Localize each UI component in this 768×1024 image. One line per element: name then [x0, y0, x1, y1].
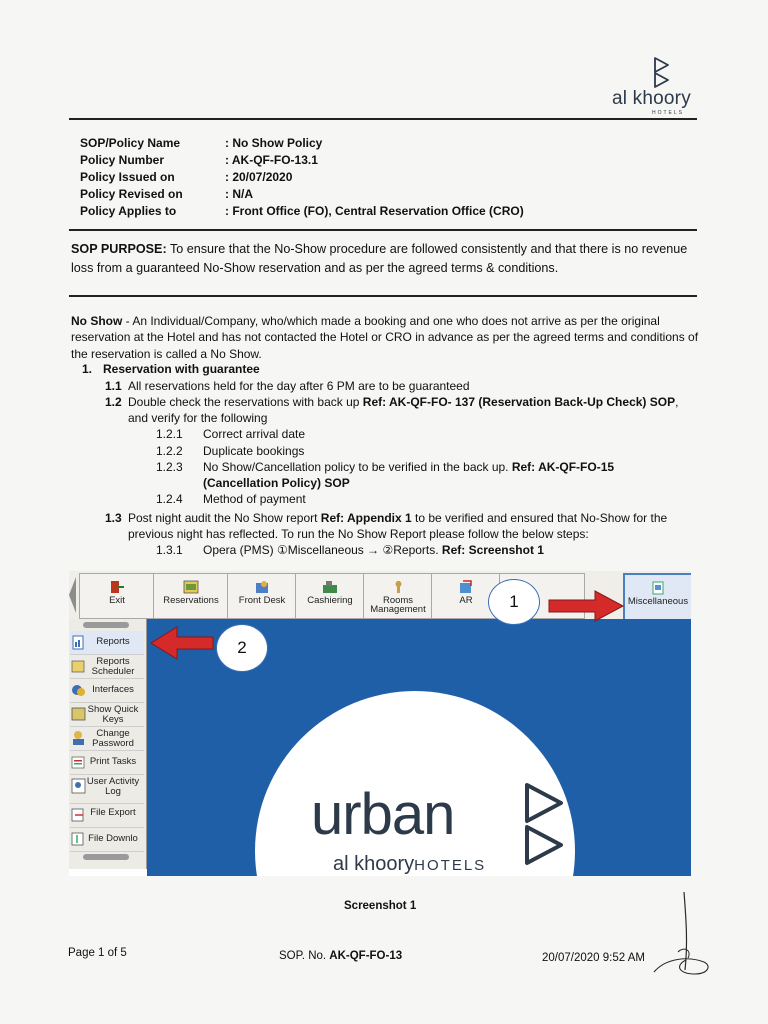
policy-label: Policy Issued on: [80, 170, 175, 184]
policy-value: : 20/07/2020: [225, 170, 293, 184]
sidebar-item-reports-scheduler[interactable]: Reports Scheduler: [70, 655, 144, 679]
step-number: 1.1: [105, 379, 122, 393]
brand-mark-icon: [517, 781, 577, 876]
substep-number: 1.2.3: [156, 460, 183, 474]
substep-text: Opera (PMS) ①Miscellaneous → ②Reports. Ref: Screenshot 1: [203, 543, 544, 557]
policy-value: : Front Office (FO), Central Reservation Office (CRO): [225, 204, 524, 218]
step-text-cont: previous night has reflected. To run the No Show Report please follow the below steps:: [128, 527, 589, 541]
substep-number: 1.2.1: [156, 427, 183, 441]
opera-pms-screenshot: [69, 571, 691, 876]
substep-reference: Ref: AK-QF-FO-15: [511, 460, 615, 474]
step-text: All reservations held for the day after 6 PM are to be guaranteed: [128, 379, 470, 393]
callout-badge-1: 1: [488, 579, 540, 625]
sidebar-item-interfaces[interactable]: Interfaces: [70, 679, 144, 703]
sidebar-item-file-download[interactable]: File Downlo: [70, 828, 144, 852]
substep-text: Duplicate bookings: [203, 444, 305, 458]
policy-label: Policy Number: [80, 153, 165, 167]
divider: [69, 295, 697, 297]
step-text-cont: and verify for the following: [128, 411, 268, 425]
toolbar-rooms-management-button[interactable]: Rooms Management: [363, 573, 433, 619]
cashiering-icon: [322, 580, 338, 594]
section-heading: 1.: [82, 362, 93, 376]
definition-term: No Show: [71, 314, 123, 328]
print-datetime: 20/07/2020 9:52 AM: [542, 952, 645, 964]
substep-text: Method of payment: [203, 492, 306, 506]
step-text: Double check the reservations with back up Ref: AK-QF-FO- 137 (Reservation Back-Up Check) SOP,: [128, 395, 679, 409]
substep-text: No Show/Cancellation policy to be verified in the back up. Ref: AK-QF-FO-15: [203, 460, 615, 474]
step-number: 1.2: [105, 395, 122, 409]
logo-text: al khoory: [612, 88, 691, 109]
sidebar-item-user-activity-log[interactable]: User Activity Log: [70, 775, 144, 804]
arrow-to-reports-icon: [149, 625, 215, 661]
sidebar-item-file-export[interactable]: File Export: [70, 804, 144, 828]
toolbar-front-desk-button[interactable]: Front Desk: [227, 573, 297, 619]
company-logo: [612, 56, 704, 118]
sidebar-item-print-tasks[interactable]: Print Tasks: [70, 751, 144, 775]
policy-label: Policy Applies to: [80, 204, 177, 218]
toolbar-exit-button[interactable]: Exit: [79, 573, 155, 619]
exit-icon: [109, 580, 125, 594]
policy-value: : No Show Policy: [225, 136, 323, 150]
toolbar-scroll-left[interactable]: [69, 577, 76, 613]
sop-purpose: [71, 240, 701, 278]
step-reference: Ref: AK-QF-FO- 137 (Reservation Back-Up Check) SOP: [362, 395, 676, 409]
sop-number: SOP. No. AK-QF-FO-13: [279, 950, 403, 962]
substep-number: 1.2.2: [156, 444, 183, 458]
substep-number: 1.3.1: [156, 543, 183, 557]
definition-text: - An Individual/Company, who/which made a booking and one who does not arrive as per the original reservation at the Hotel and has not contacted the Hotel or CRO in advance as per the agreed terms and conditions of the reservation is called a No Show.: [71, 314, 699, 361]
miscellaneous-icon: [650, 581, 666, 595]
opera-sidebar: [69, 619, 147, 869]
sidebar-scroll-up[interactable]: [83, 622, 129, 628]
sidebar-item-change-password[interactable]: Change Password: [70, 727, 144, 751]
ar-icon: [458, 580, 474, 594]
signature-mark: [648, 888, 720, 980]
substep-reference: Ref: Screenshot 1: [441, 543, 544, 557]
policy-value: : AK-QF-FO-13.1: [225, 153, 318, 167]
logo-mark-icon: [650, 56, 676, 90]
step-text: Post night audit the No Show report Ref: Appendix 1 to be verified and ensured that No-Show for the: [128, 511, 668, 525]
arrow-to-miscellaneous-icon: [547, 589, 627, 623]
substep-text: Correct arrival date: [203, 427, 306, 441]
policy-label: SOP/Policy Name: [80, 136, 181, 150]
key-icon: [390, 580, 406, 594]
section-title: Reservation with guarantee: [103, 362, 260, 376]
header-divider: [69, 118, 697, 120]
reservations-icon: [183, 580, 199, 594]
callout-badge-2: 2: [216, 624, 268, 672]
toolbar-miscellaneous-button[interactable]: Miscellaneous: [623, 573, 691, 621]
sidebar-item-show-quick-keys[interactable]: Show Quick Keys: [70, 703, 144, 727]
purpose-text: To ensure that the No-Show procedure are followed consistently and that there is no revenue loss from a guaranteed No-Show reservation and as per the agreed terms & conditions.: [71, 242, 688, 275]
substep-reference: (Cancellation Policy) SOP: [203, 476, 350, 490]
toolbar-cashiering-button[interactable]: Cashiering: [295, 573, 365, 619]
step-reference: Ref: Appendix 1: [320, 511, 412, 525]
page-number: Page 1 of 5: [68, 947, 127, 959]
toolbar-reservations-button[interactable]: Reservations: [153, 573, 229, 619]
divider: [69, 229, 697, 231]
toolbar-ar-button[interactable]: AR: [431, 573, 501, 619]
purpose-heading: SOP PURPOSE:: [71, 242, 167, 256]
no-show-definition: [71, 313, 699, 362]
brand-subtitle: al khooryHOTELS: [333, 853, 487, 875]
logo-subtext: HOTELS: [652, 110, 685, 116]
sidebar-item-reports[interactable]: Reports: [70, 631, 144, 655]
step-number: 1.3: [105, 511, 122, 525]
policy-label: Policy Revised on: [80, 187, 183, 201]
screenshot-caption: Screenshot 1: [344, 900, 417, 912]
brand-wordmark: urban: [311, 782, 455, 847]
sidebar-scroll-down[interactable]: [83, 854, 129, 860]
policy-value: : N/A: [225, 187, 253, 201]
substep-number: 1.2.4: [156, 492, 183, 506]
front-desk-icon: [254, 580, 270, 594]
